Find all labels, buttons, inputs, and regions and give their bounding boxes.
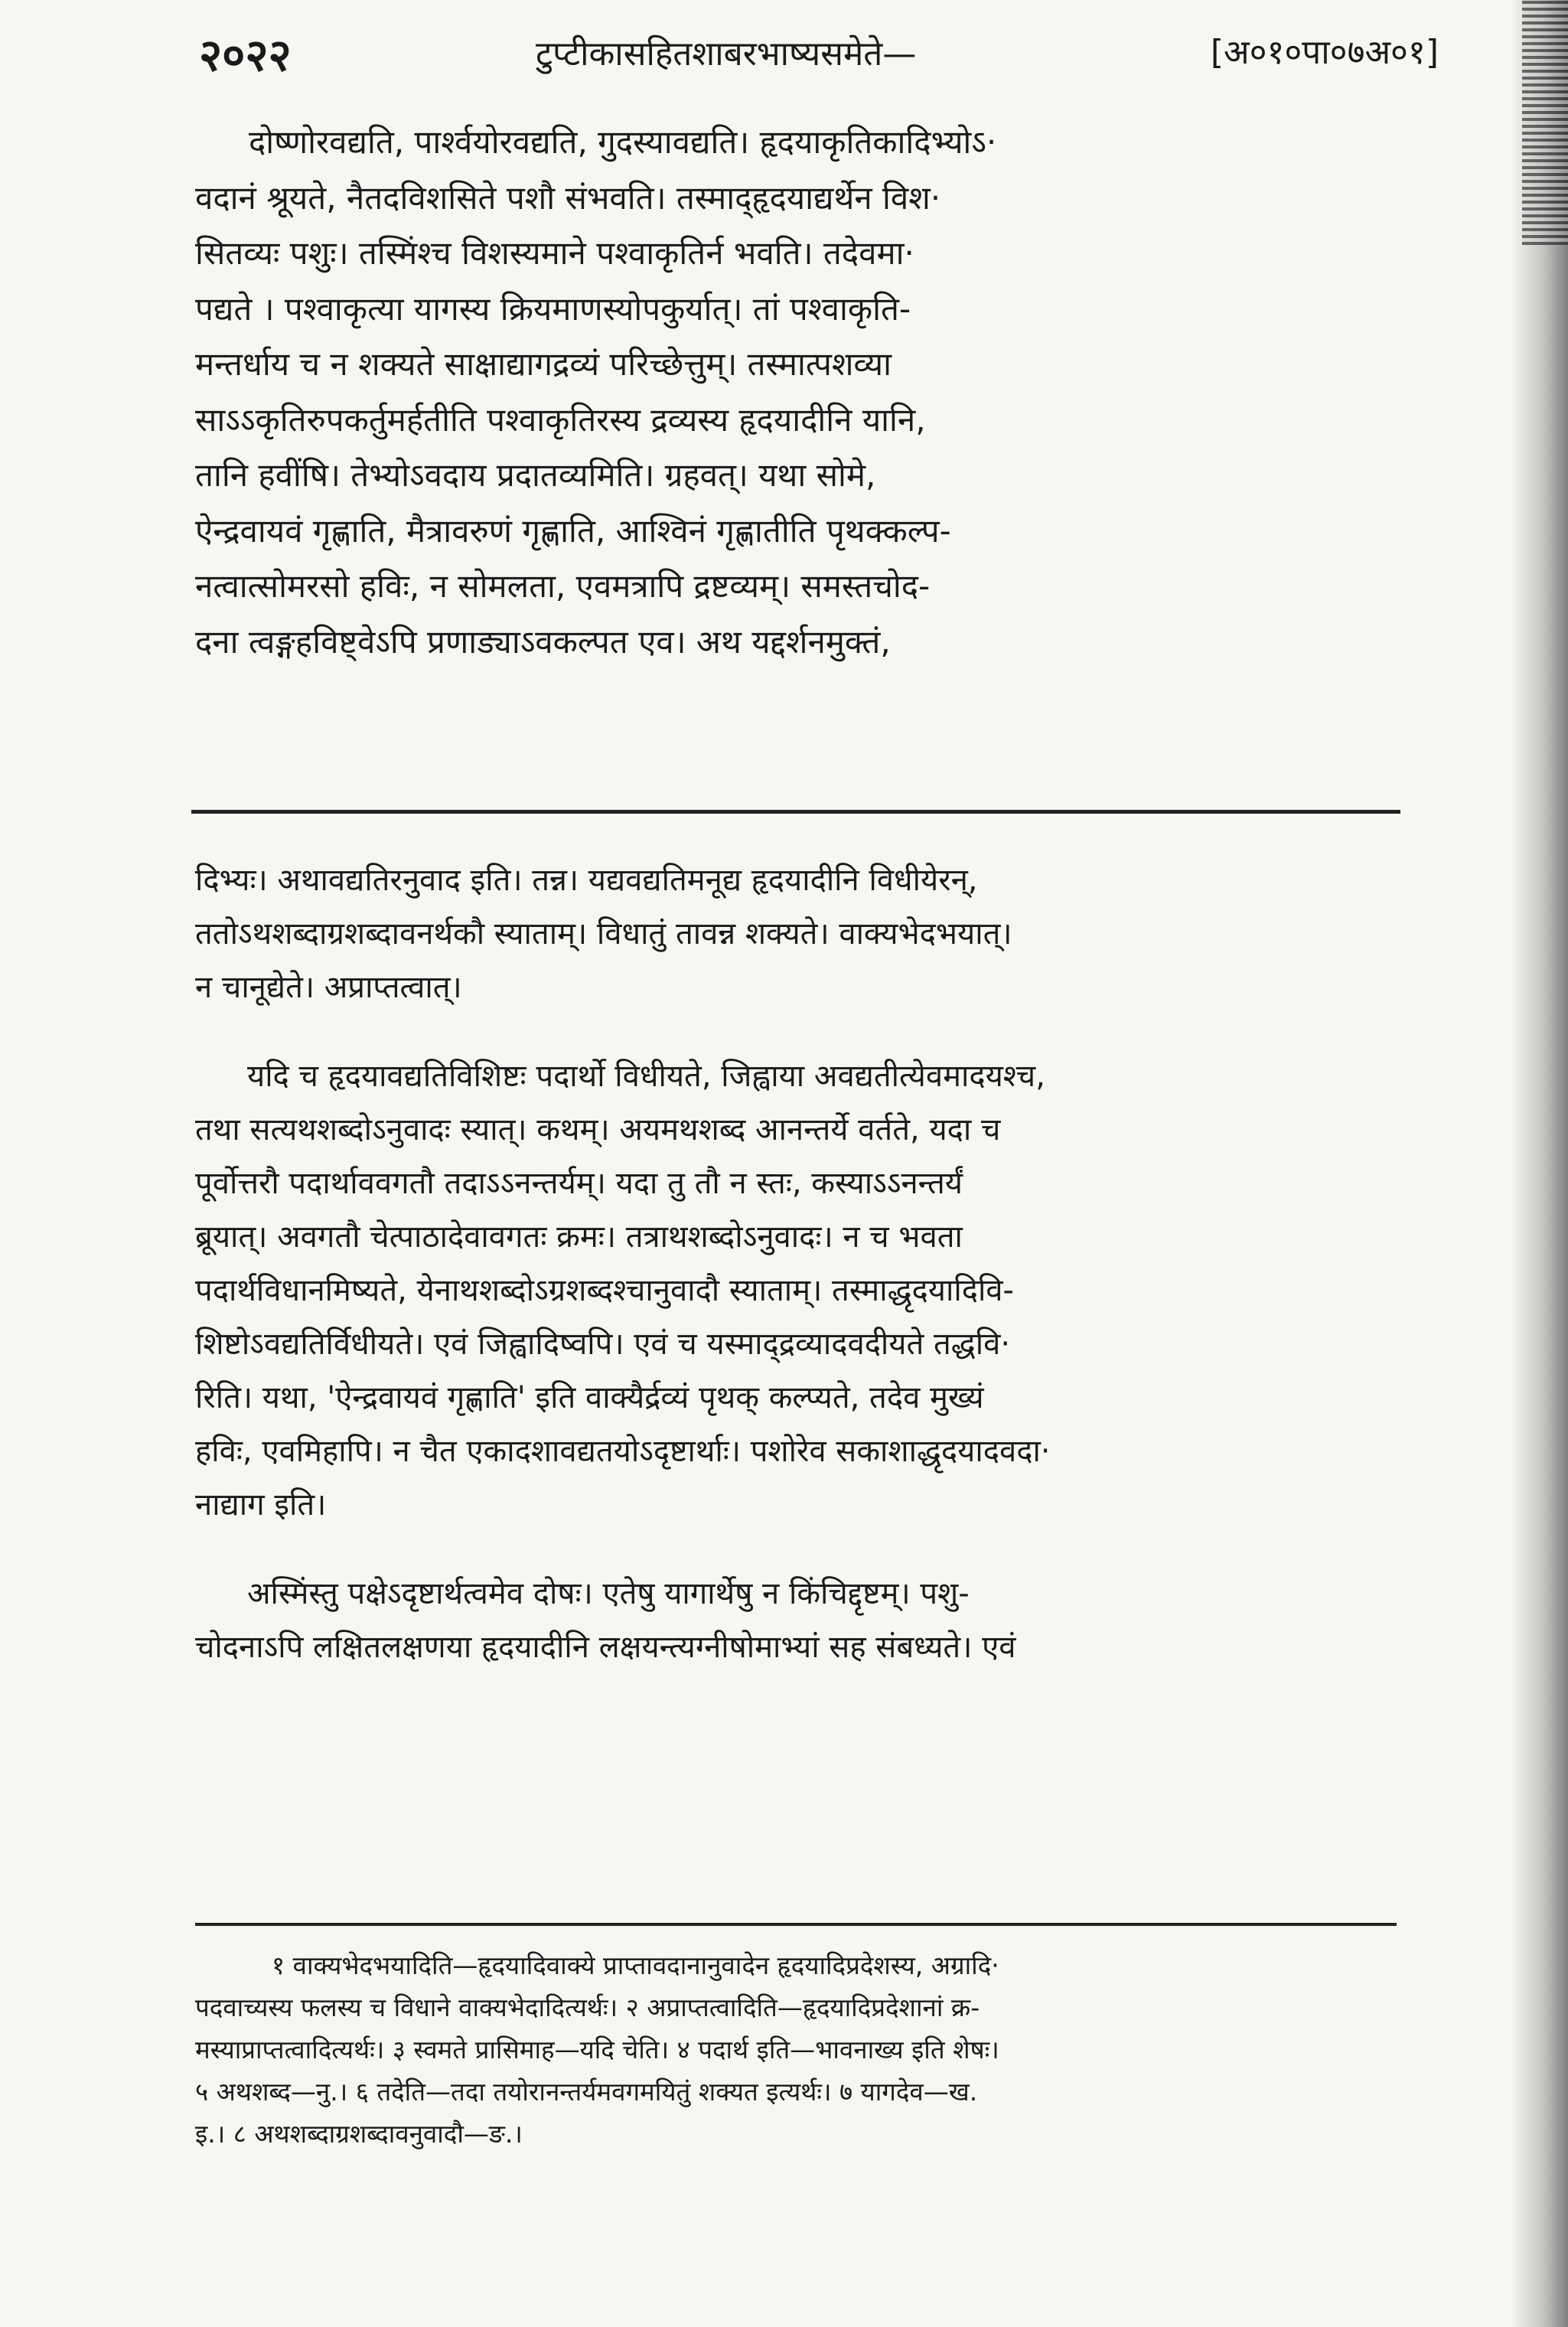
section-divider [191,810,1400,814]
text-line: सितव्यः पशुः। तस्मिंश्च विशस्यमाने पश्वाकृतिर्न भवति। तदेवमा· [195,234,914,272]
footnotes [195,1944,1446,2155]
binding-shadow [1522,0,1568,245]
text-line: न चानूद्येते। अप्राप्तत्वात्। [195,970,462,1005]
chapter-reference: [अ०१०पा०७अ०१] [1210,33,1439,72]
footnote-line: १ वाक्यभेदभयादिति—हृदयादिवाक्ये प्राप्तावदानानुवादेन हृदयादिप्रदेशस्य, अग्रादि· [272,1950,999,1980]
text-line: दोष्णोरवद्यति, पार्श्वयोरवद्यति, गुदस्यावद्यति। हृदयाकृतिकादिभ्योऽ· [249,123,997,161]
text-line: शिष्टोऽवद्यतिर्विधीयते। एवं जिह्वादिष्वपि। एवं च यस्माद्द्रव्यादवदीयते तद्धवि· [195,1327,1011,1362]
footnote-line: ५ अथशब्द—नु.। ६ तदेति—तदा तयोरानन्तर्यमवगमयितुं शक्यत इत्यर्थः। ७ यागदेव—ख. [195,2077,978,2107]
text-line: तानि हवींषि। तेभ्योऽवदाय प्रदातव्यमिति। ग्रहवत्। यथा सोमे, [195,456,876,494]
commentary-upper-block [195,115,1446,670]
footnote-line: मस्याप्राप्तत्वादित्यर्थः। ३ स्वमते प्रासिमाह—यदि चेति। ४ पदार्थ इति—भावनाख्य इति शेषः। [195,2035,999,2064]
text-line: ऐन्द्रवायवं गृह्णाति, मैत्रावरुणं गृह्णाति, आश्विनं गृह्णातीति पृथक्कल्प- [195,511,951,550]
text-line: हविः, एवमिहापि। न चैत एकादशावद्यतयोऽदृष्टार्थाः। पशोरेव सकाशाद्धृदयादवदा· [195,1434,1051,1469]
footnote-divider [195,1923,1397,1926]
text-line: पदार्थविधानमिष्यते, येनाथशब्दोऽग्रशब्दश्चानुवादौ स्याताम्। तस्माद्धृदयादिवि- [195,1273,1014,1308]
text-line: ब्रूयात्। अवगतौ चेत्पाठादेवावगतः क्रमः। तत्राथशब्दोऽनुवादः। न च भवता [195,1219,963,1255]
text-line: यदि च हृदयावद्यतिविशिष्टः पदार्थो विधीयते, जिह्वाया अवद्यतीत्येवमादयश्च, [247,1059,1045,1094]
commentary-main-block [195,853,1446,1674]
footnote-line: पदवाच्यस्य फलस्य च विधाने वाक्यभेदादित्यर्थः। २ अप्राप्तत्वादिति—हृदयादिप्रदेशानां क्र- [195,1992,980,2022]
text-line: ततोऽथशब्दाग्रशब्दावनर्थकौ स्याताम्। विधातुं तावन्न शक्यते। वाक्यभेदभयात्। [195,916,1012,951]
text-line: नत्वात्सोमरसो हविः, न सोमलता, एवमत्रापि द्रष्टव्यम्। समस्तचोद- [195,567,931,605]
footnote-line: इ.। ८ अथशब्दाग्रशब्दावनुवादौ—ङ.। [195,2119,523,2149]
text-line: पद्यते । पश्वाकृत्या यागस्य क्रियमाणस्योपकुर्यात्। तां पश्वाकृति- [195,289,911,328]
page-number: २०२२ [199,29,292,81]
text-line: साऽऽकृतिरुपकर्तुमर्हतीति पश्वाकृतिरस्य द्रव्यस्य हृदयादीनि यानि, [195,400,926,439]
text-line: दना त्वङ्गहविष्ट्वेऽपि प्रणाड्याऽवकल्पत एव। अथ यद्दर्शनमुक्तं, [195,622,891,661]
text-line: नाद्याग इति। [195,1487,327,1523]
scanned-page-edge [1511,0,1568,2327]
text-line: पूर्वोत्तरौ पदार्थाववगतौ तदाऽऽनन्तर्यम्। यदा तु तौ न स्तः, कस्याऽऽनन्तर्यं [195,1166,963,1201]
text-line: तथा सत्यथशब्दोऽनुवादः स्यात्। कथम्। अयमथशब्द आनन्तर्ये वर्तते, यदा च [195,1112,1001,1147]
text-line: दिभ्यः। अथावद्यतिरनुवाद इति। तन्न। यद्यवद्यतिमनूद्य हृदयादीनि विधीयेरन्, [195,863,978,898]
text-line: वदानं श्रूयते, नैतदविशसिते पशौ संभवति। तस्माद्हृदयाद्यर्थेन विश· [195,178,941,217]
text-line: रिति। यथा, 'ऐन्द्रवायवं गृह्णाति' इति वाक्यैर्द्रव्यं पृथक् कल्प्यते, तदेव मुख्यं [195,1380,984,1415]
running-title: टुप्टीकासहितशाबरभाष्यसमेते— [536,34,917,73]
text-line: अस्मिंस्तु पक्षेऽदृष्टार्थत्वमेव दोषः। एतेषु यागार्थेषु न किंचिद्दृष्टम्। पशु- [247,1576,970,1611]
page-header [199,23,1439,92]
text-line: मन्तर्धाय च न शक्यते साक्षाद्यागद्रव्यं परिच्छेत्तुम्। तस्मात्पशव्या [195,345,892,383]
text-line: चोदनाऽपि लक्षितलक्षणया हृदयादीनि लक्षयन्त्यग्नीषोमाभ्यां सह संबध्यते। एवं [195,1630,1016,1665]
